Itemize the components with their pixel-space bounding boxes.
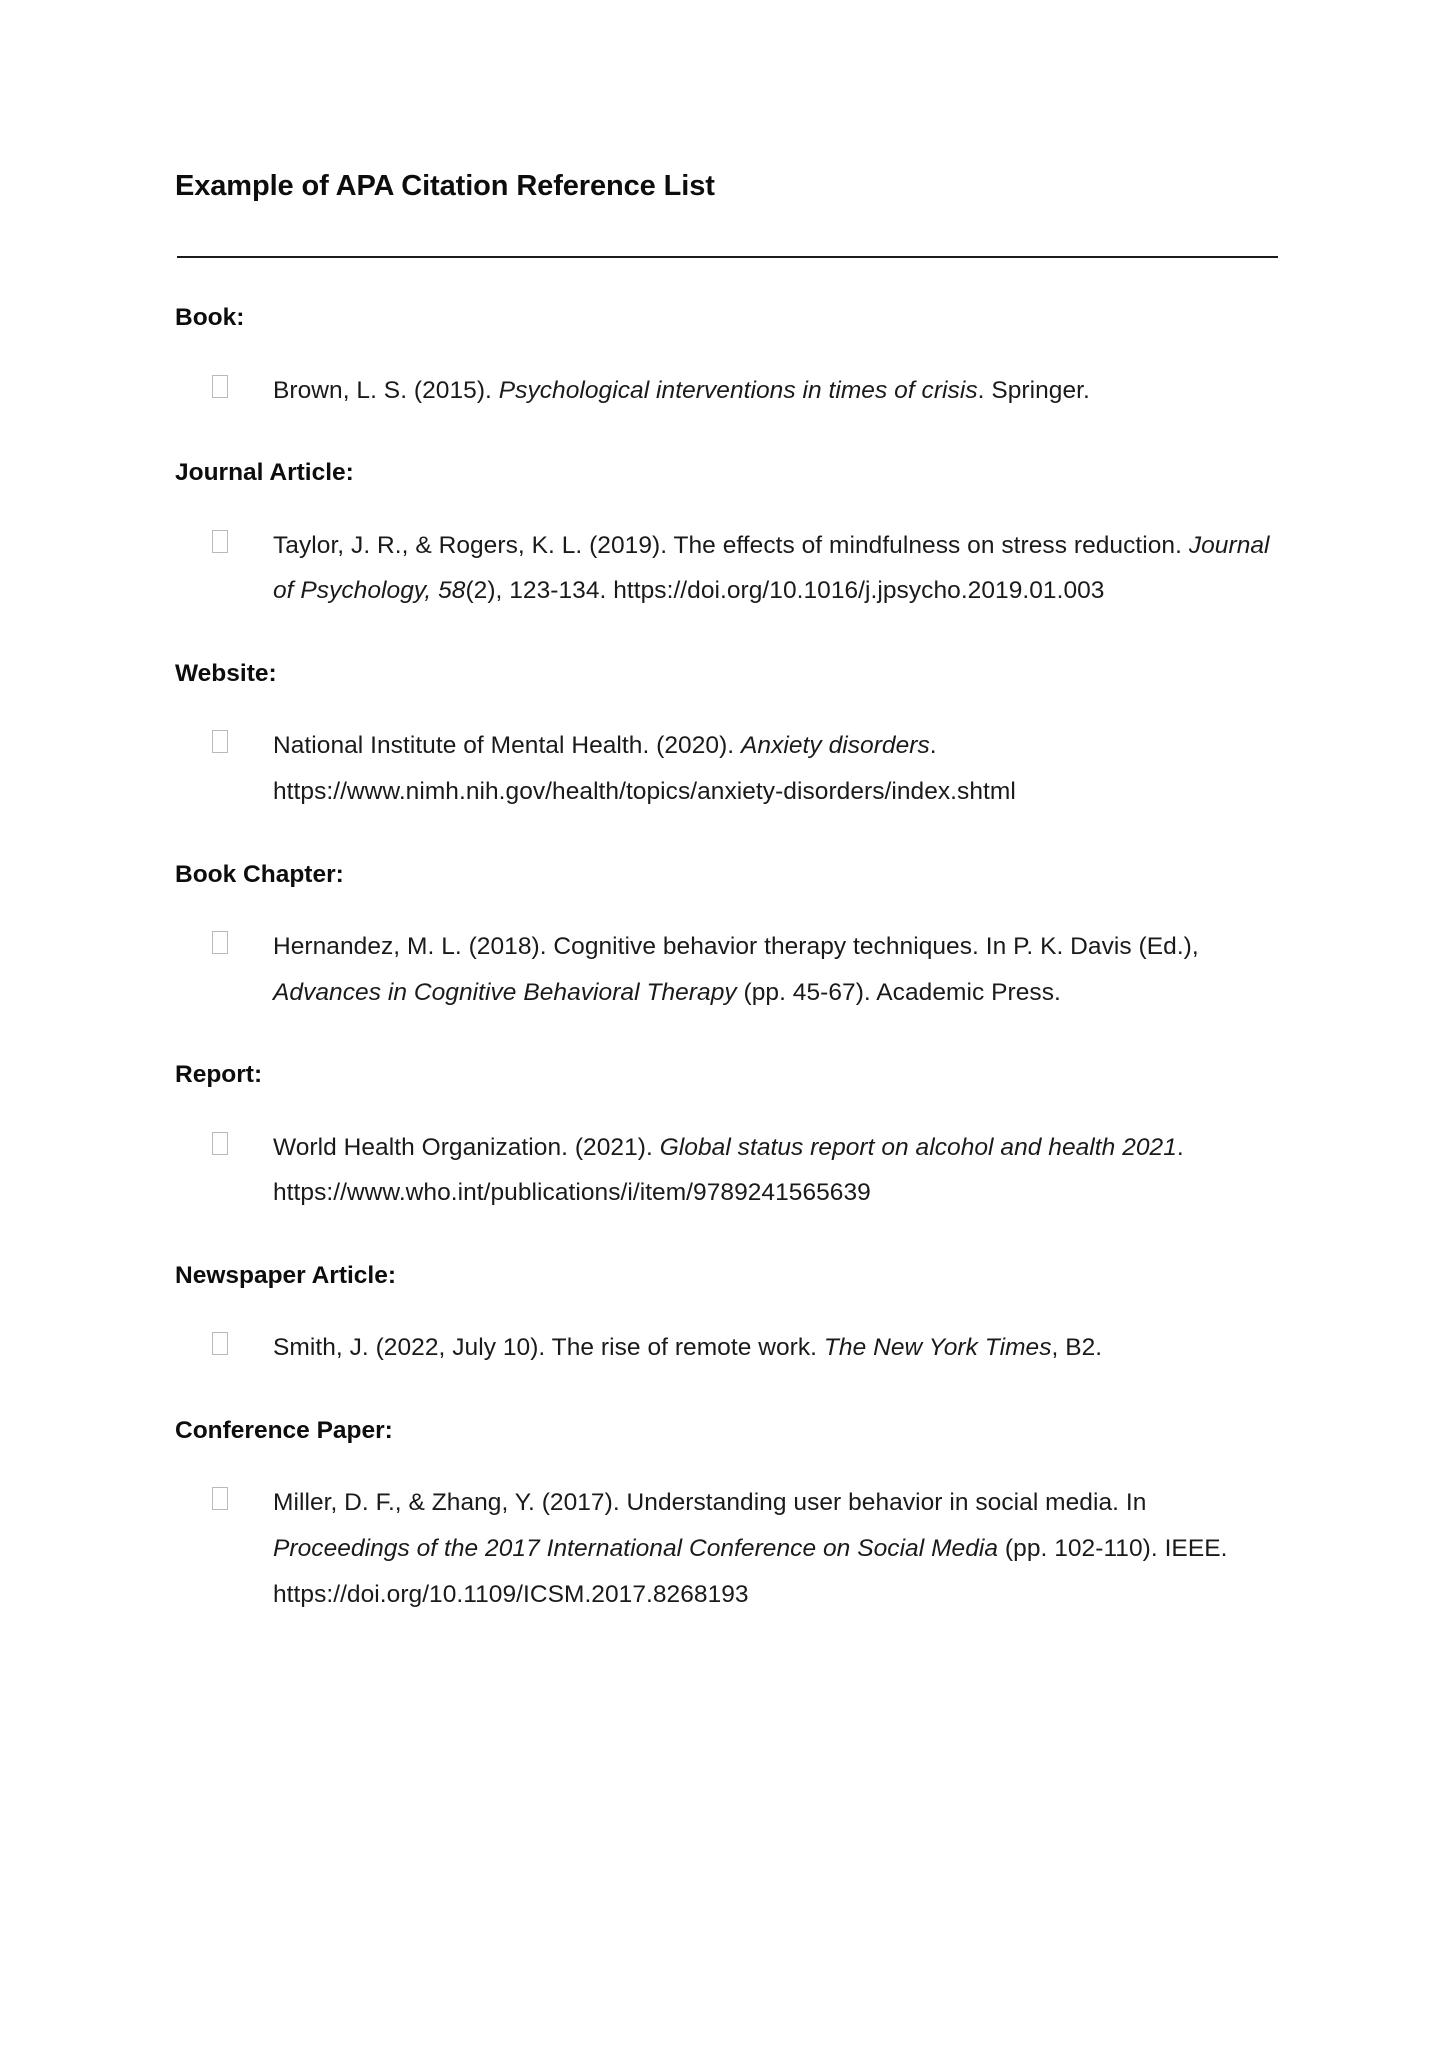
section-heading-website: Website: (175, 659, 277, 687)
page-title: Example of APA Citation Reference List (175, 170, 715, 202)
citation-entry-journal-article (175, 523, 1280, 614)
section-book (175, 306, 1280, 413)
title-divider (177, 256, 1278, 258)
citation-text: National Institute of Mental Health. (2020). Anxiety disorders. https://www.nimh.nih.gov/health/topics/anxiety-disorders/index.shtml (273, 732, 1016, 805)
section-heading-conference-paper: Conference Paper: (175, 1416, 393, 1444)
section-website (175, 659, 1280, 815)
section-conference-paper (175, 1416, 1280, 1617)
citation-text: Taylor, J. R., & Rogers, K. L. (2019). The effects of mindfulness on stress reduction. Journal of Psychology, 58(2), 123-134. https://doi.org/10.1016/j.jpsycho.2019.01.003 (273, 531, 1270, 605)
section-heading-journal-article: Journal Article: (175, 459, 354, 487)
citation-text: World Health Organization. (2021). Global status report on alcohol and health 2021. https://www.who.int/publications/i/item/9789241565639 (273, 1133, 1184, 1207)
citation-entry-newspaper-article (175, 1325, 1280, 1371)
document-body (175, 168, 1280, 1617)
section-report (175, 1063, 1280, 1216)
citation-text: Brown, L. S. (2015). Psychological interventions in times of crisis. Springer. (273, 376, 1090, 404)
citation-text: Hernandez, M. L. (2018). Cognitive behavior therapy techniques. In P. K. Davis (Ed.), Advances in Cognitive Behavioral Therapy (pp. 45-67). Academic Press. (273, 933, 1199, 1006)
section-heading-newspaper-article: Newspaper Article: (175, 1261, 397, 1289)
missing-glyph-box-icon (212, 1332, 228, 1355)
section-heading-book-chapter: Book Chapter: (175, 860, 344, 888)
missing-glyph-box-icon (212, 931, 228, 954)
citation-entry-book (175, 368, 1280, 414)
section-newspaper-article (175, 1261, 1280, 1371)
citation-entry-website (175, 723, 1280, 814)
section-heading-book: Book: (175, 304, 245, 332)
missing-glyph-box-icon (212, 375, 228, 398)
missing-glyph-box-icon (212, 730, 228, 753)
missing-glyph-box-icon (212, 1132, 228, 1155)
citation-text: Miller, D. F., & Zhang, Y. (2017). Understanding user behavior in social media. In Proceedings of the 2017 International Conference on Social Media (pp. 102-110). IEEE. https://doi.org/10.1109/ICSM.2017.8268193 (273, 1489, 1228, 1608)
missing-glyph-box-icon (212, 1487, 228, 1510)
citation-entry-conference-paper (175, 1480, 1280, 1617)
section-book-chapter (175, 860, 1280, 1016)
section-journal-article (175, 461, 1280, 614)
citation-text: Smith, J. (2022, July 10). The rise of remote work. The New York Times, B2. (273, 1334, 1103, 1362)
citation-entry-book-chapter (175, 924, 1280, 1015)
citation-entry-report (175, 1125, 1280, 1216)
section-heading-report: Report: (175, 1061, 263, 1089)
missing-glyph-box-icon (212, 530, 228, 553)
